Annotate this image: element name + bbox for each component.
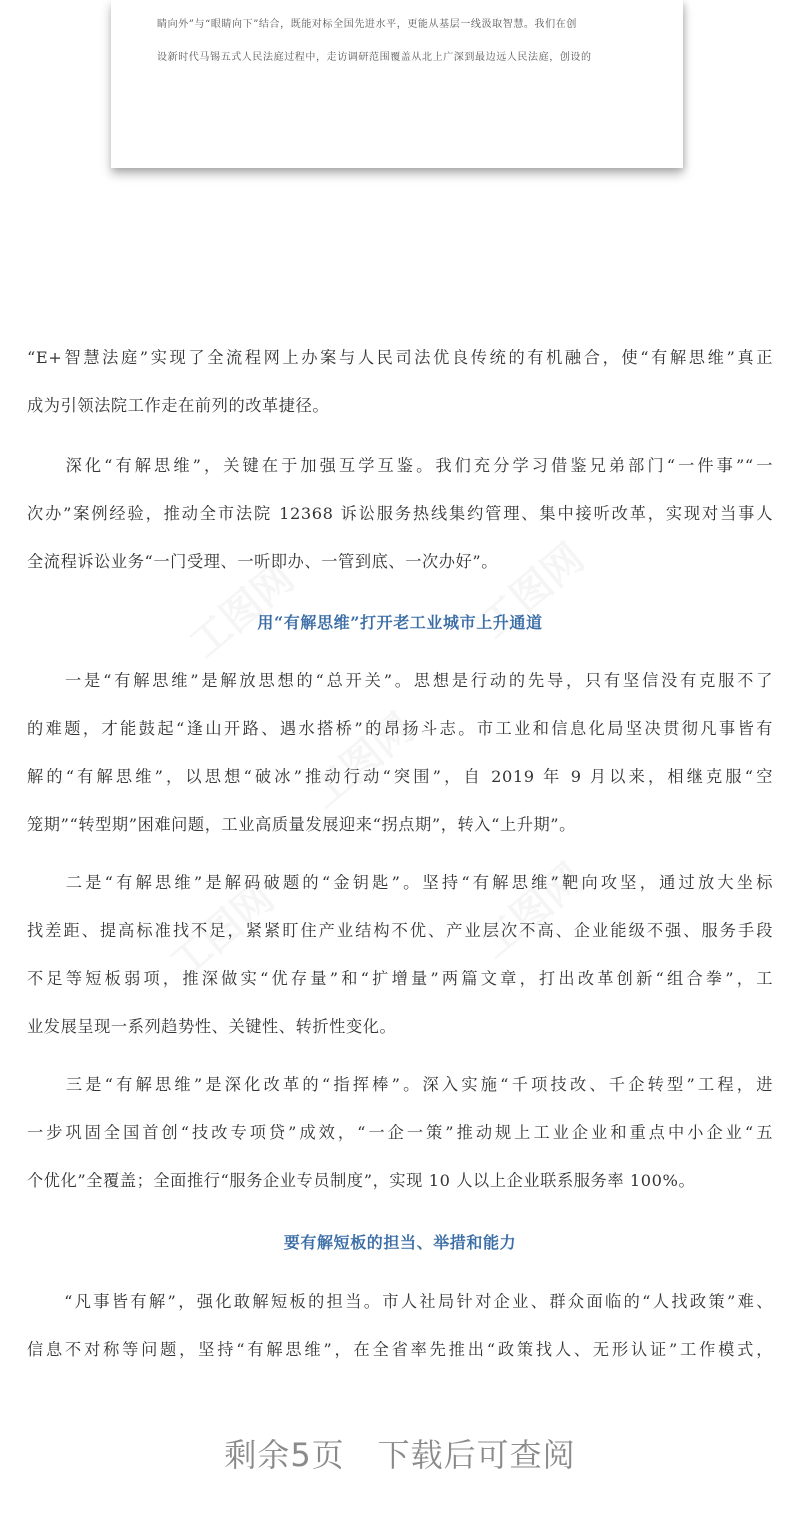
preview-line: 睛向外”与“眼睛向下”结合，既能对标全国先进水平，更能从基层一线汲取智慧。我们在创 xyxy=(157,19,577,30)
watermark: 工图网 xyxy=(471,534,593,648)
text-line: “凡事皆有解”，强化敢解短板的担当。市人社局针对企业、群众面临的“人找政策”难、 xyxy=(27,1292,773,1311)
section-heading: 要有解短板的担当、举措和能力 xyxy=(283,1233,517,1252)
watermark: 工图网 xyxy=(161,874,283,988)
watermark: 工图网 xyxy=(301,704,423,818)
text-line: 个优化”全覆盖；全面推行“服务企业专员制度”，实现 10 人以上企业联系服务率 100%。 xyxy=(27,1171,696,1190)
paragraph xyxy=(27,334,773,430)
paragraph xyxy=(27,1061,773,1205)
text-line: 找差距、提高标准找不足，紧紧盯住产业结构不优、产业层次不高、企业能级不强、服务手段 xyxy=(27,921,773,940)
text-line: 信息不对称等问题，坚持“有解思维”，在全省率先推出“政策找人、无形认证”工作模式， xyxy=(27,1340,773,1359)
text-line: 一是“有解思维”是解放思想的“总开关”。思想是行动的先导，只有坚信没有克服不了 xyxy=(27,671,773,690)
remaining-pages-download-prompt[interactable]: 剩余5页 下载后可查阅 xyxy=(224,1436,576,1474)
text-line: 三是“有解思维”是深化改革的“指挥棒”。深入实施“千项技改、千企转型”工程，进 xyxy=(27,1075,773,1094)
paragraph xyxy=(27,1278,773,1374)
text-line: 次办”案例经验，推动全市法院 12368 诉讼服务热线集约管理、集中接听改革，实现对当事人 xyxy=(27,504,773,523)
text-line: 业发展呈现一系列趋势性、关键性、转折性变化。 xyxy=(27,1017,397,1036)
paragraph xyxy=(27,442,773,586)
text-line: 深化“有解思维”，关键在于加强互学互鉴。我们充分学习借鉴兄弟部门“一件事”“一 xyxy=(27,456,773,475)
text-line: 全流程诉讼业务“一门受理、一听即办、一管到底、一次办好”。 xyxy=(27,552,499,571)
watermark: 工图网 xyxy=(181,554,303,668)
text-line: 不足等短板弱项，推深做实“优存量”和“扩增量”两篇文章，打出改革创新“组合拳”，工 xyxy=(27,969,773,988)
document-preview-card xyxy=(111,0,683,168)
paragraph xyxy=(27,657,773,849)
paragraph xyxy=(27,859,773,1051)
text-line: 解的“有解思维”，以思想“破冰”推动行动“突围”，自 2019 年 9 月以来，相继克服“空 xyxy=(27,767,773,786)
text-line: 二是“有解思维”是解码破题的“金钥匙”。坚持“有解思维”靶向攻坚，通过放大坐标 xyxy=(27,873,773,892)
text-line: “E+智慧法庭”实现了全流程网上办案与人民司法优良传统的有机融合，使“有解思维”真正 xyxy=(27,348,773,367)
text-line: 笼期”“转型期”困难问题，工业高质量发展迎来“拐点期”，转入“上升期”。 xyxy=(27,815,576,834)
text-line: 一步巩固全国首创“技改专项贷”成效，“一企一策”推动规上工业企业和重点中小企业“五 xyxy=(27,1123,773,1142)
preview-line: 设新时代马锡五式人民法庭过程中，走访调研范围覆盖从北上广深到最边远人民法庭，创设的 xyxy=(157,52,592,63)
section-heading: 用“有解思维”打开老工业城市上升通道 xyxy=(257,613,543,632)
watermark: 工图网 xyxy=(471,854,593,968)
text-line: 的难题，才能鼓起“逢山开路、遇水搭桥”的昂扬斗志。市工业和信息化局坚决贯彻凡事皆有 xyxy=(27,719,773,738)
text-line: 成为引领法院工作走在前列的改革捷径。 xyxy=(27,396,330,415)
